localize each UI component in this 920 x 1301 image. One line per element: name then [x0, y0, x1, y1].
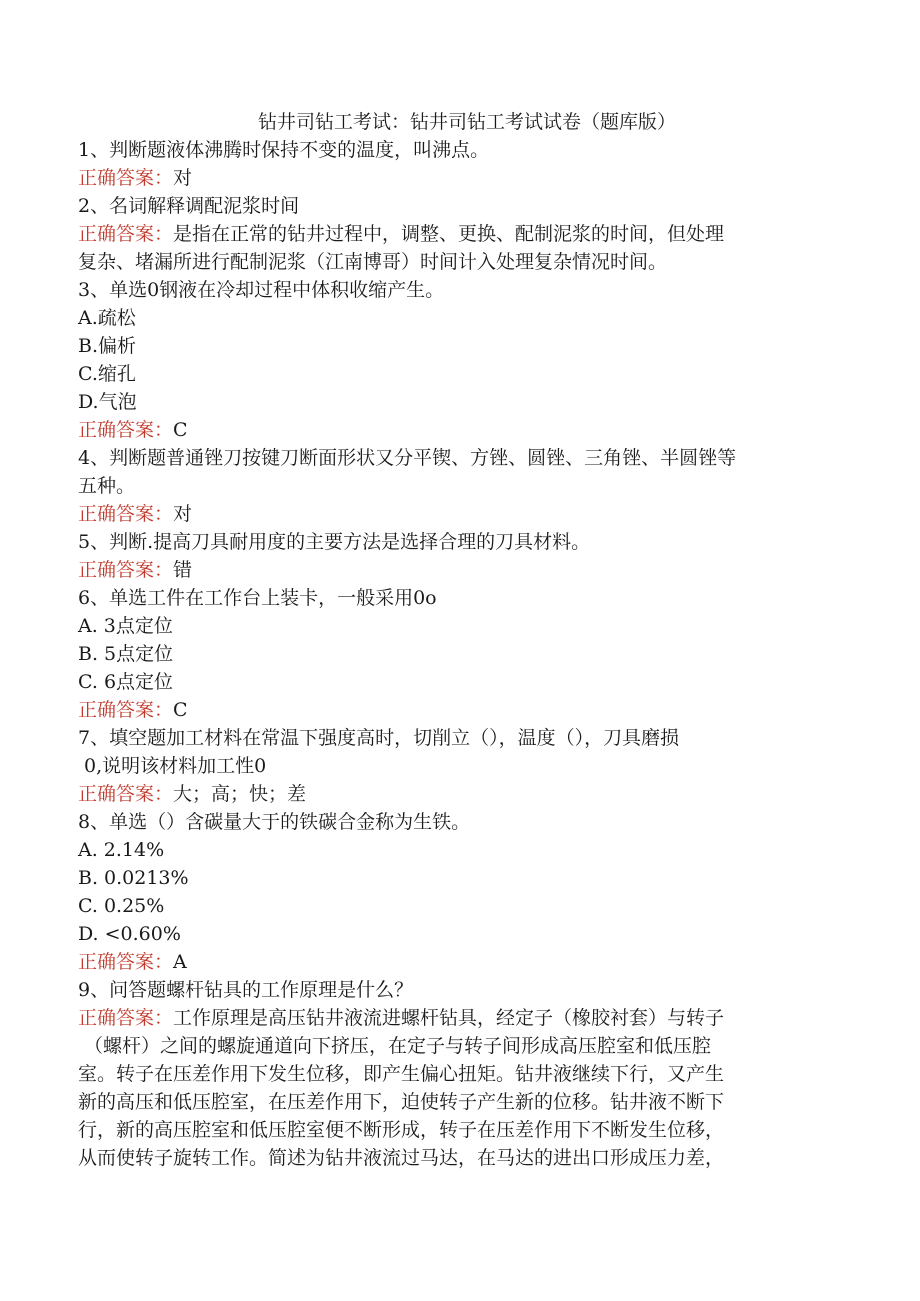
answer-text: 大；高；快；差: [173, 783, 307, 805]
answer-text: A: [173, 951, 187, 973]
answer-label: 正确答案：: [78, 783, 174, 805]
answer-text: （螺杆）之间的螺旋通道向下挤压，在定子与转子间形成高压腔室和低压腔: [78, 1035, 712, 1057]
document-title: 钻井司钻工考试：钻井司钻工考试试卷（题库版）: [257, 111, 676, 133]
question-option: B.偏析: [78, 335, 137, 357]
question-item: [78, 276, 848, 444]
answer-line: [78, 1004, 848, 1032]
answer-text: C: [173, 699, 188, 721]
question-stem: 6、单选工件在工作台上装卡，一般采用0o: [78, 587, 437, 609]
question-option: D. <0.60%: [78, 923, 181, 945]
answer-label: 正确答案：: [78, 951, 174, 973]
answer-label: 正确答案：: [78, 167, 174, 189]
answer-text: 工作原理是高压钻井液流进螺杆钻具，经定子（橡胶衬套）与转子: [173, 1007, 725, 1029]
answer-label: 正确答案：: [78, 1007, 174, 1029]
question-stem: 五种。: [78, 475, 136, 497]
question-stem: 2、名词解释调配泥浆时间: [78, 195, 300, 217]
answer-line: [78, 696, 848, 724]
question-stem: 8、单选（）含碳量大于的铁碳合金称为生铁。: [78, 811, 471, 833]
question-stem: 3、单选0钢液在冷却过程中体积收缩产生。: [78, 279, 445, 301]
question-option: B. 5点定位: [78, 643, 174, 665]
question-item: [78, 528, 848, 584]
question-item: [78, 584, 848, 724]
answer-text: 是指在正常的钻井过程中，调整、更换、配制泥浆的时间，但处理: [173, 223, 725, 245]
question-stem: 7、填空题加工材料在常温下强度高时，切削立（），温度（），刀具磨损: [78, 727, 680, 749]
answer-line: [78, 1144, 848, 1172]
question-option: A.疏松: [78, 307, 136, 329]
answer-label: 正确答案：: [78, 699, 174, 721]
question-stem: 9、问答题螺杆钻具的工作原理是什么？: [78, 979, 414, 1001]
question-option: A. 2.14%: [78, 839, 165, 861]
answer-label: 正确答案：: [78, 559, 174, 581]
answer-text: 新的高压和低压腔室，在压差作用下，迫使转子产生新的位移。钻井液不断下: [78, 1091, 725, 1113]
answer-line: [78, 1032, 848, 1060]
answer-line: [78, 220, 848, 248]
answer-text: C: [173, 419, 188, 441]
answer-line: [78, 164, 848, 192]
question-item: [78, 808, 848, 976]
answer-text: 室。转子在压差作用下发生位移，即产生偏心扭矩。钻井液继续下行，又产生: [78, 1063, 725, 1085]
answer-line: [78, 416, 848, 444]
answer-line: [78, 780, 848, 808]
question-item: [78, 192, 848, 276]
question-list: [78, 136, 848, 1172]
answer-label: 正确答案：: [78, 223, 174, 245]
answer-text: 复杂、堵漏所进行配制泥浆（江南博哥）时间计入处理复杂情况时间。: [78, 251, 668, 273]
answer-line: [78, 1088, 848, 1116]
question-item: [78, 136, 848, 192]
answer-line: [78, 248, 848, 276]
question-option: C.缩孔: [78, 363, 136, 385]
question-item: [78, 724, 848, 808]
answer-text: 从而使转子旋转工作。简述为钻井液流过马达，在马达的进出口形成压力差，: [78, 1147, 725, 1169]
answer-line: [78, 556, 848, 584]
question-option: B. 0.0213%: [78, 867, 189, 889]
answer-text: 对: [173, 167, 193, 189]
question-option: C. 6点定位: [78, 671, 174, 693]
answer-text: 行，新的高压腔室和低压腔室便不断形成，转子在压差作用下不断发生位移，: [78, 1119, 725, 1141]
answer-text: 对: [173, 503, 193, 525]
question-option: C. 0.25%: [78, 895, 165, 917]
question-stem: 1、判断题液体沸腾时保持不变的温度，叫沸点。: [78, 139, 490, 161]
answer-line: [78, 500, 848, 528]
document-page: [78, 108, 848, 1172]
question-option: A. 3点定位: [78, 615, 173, 637]
question-stem: 4、判断题普通锉刀按键刀断面形状又分平锲、方锉、圆锉、三角锉、半圆锉等: [78, 447, 737, 469]
answer-text: 错: [173, 559, 193, 581]
question-option: D.气泡: [78, 391, 137, 413]
question-item: [78, 976, 848, 1172]
question-item: [78, 444, 848, 528]
answer-label: 正确答案：: [78, 419, 174, 441]
answer-line: [78, 1116, 848, 1144]
answer-line: [78, 948, 848, 976]
answer-line: [78, 1060, 848, 1088]
question-stem: 5、判断.提高刀具耐用度的主要方法是选择合理的刀具材料。: [78, 531, 591, 553]
question-stem: 0,说明该材料加工性0: [78, 755, 267, 777]
answer-label: 正确答案：: [78, 503, 174, 525]
